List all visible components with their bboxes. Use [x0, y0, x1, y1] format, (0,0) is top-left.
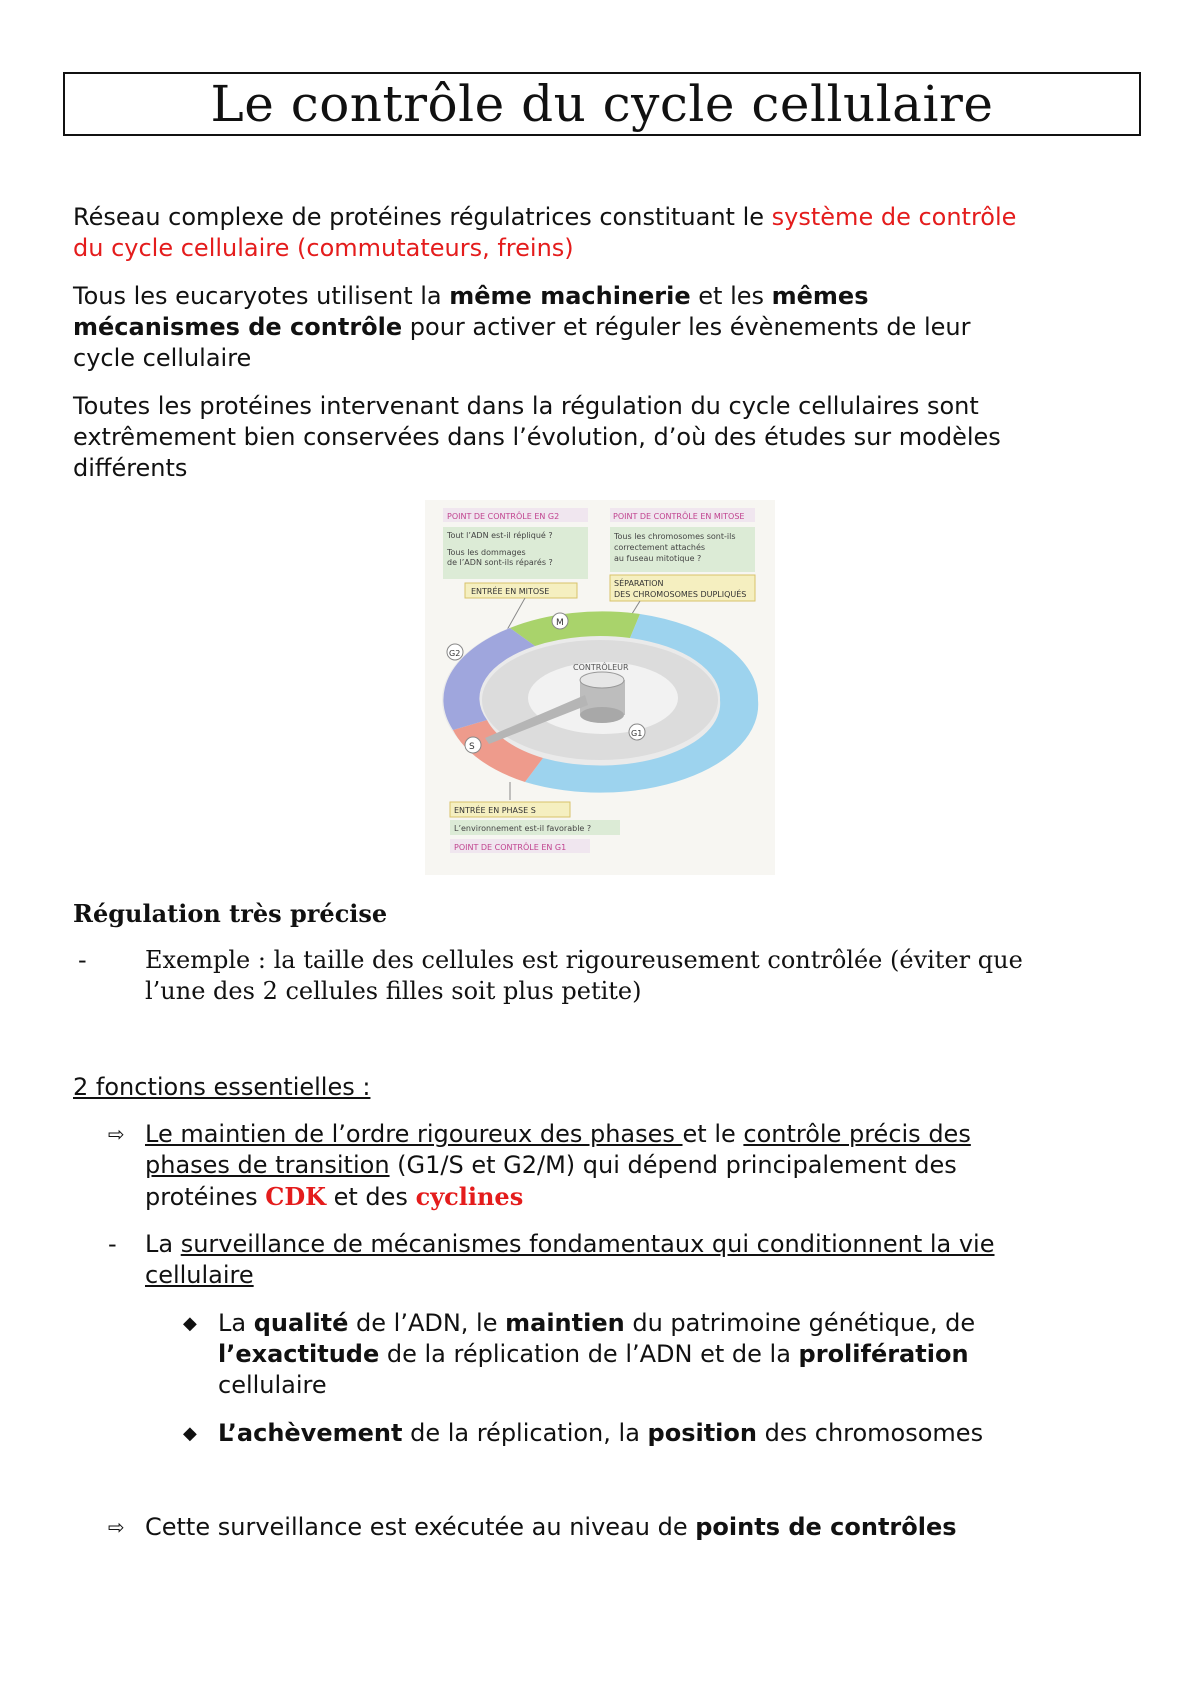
diamond-bullet-icon: ◆ — [183, 1313, 197, 1334]
function-2 — [145, 1229, 1135, 1291]
body-text: protéines — [145, 1183, 266, 1211]
underlined-text: cellulaire — [145, 1261, 254, 1289]
mitosis-entry-label: ENTRÉE EN MITOSE — [471, 587, 550, 596]
sub-bullet-2 — [218, 1418, 1138, 1449]
controller-knob-base — [580, 707, 624, 723]
underlined-text: Le maintien de l’ordre rigoureux des phases — [145, 1120, 683, 1148]
intro-text: et les — [690, 282, 772, 310]
intro-text: pour activer et réguler les évènements de leur — [402, 313, 971, 341]
function-1 — [145, 1119, 1135, 1213]
dash-bullet: - — [78, 946, 87, 974]
intro-text: Réseau complexe de protéines régulatrices constituant le — [73, 203, 772, 231]
body-text: (G1/S et G2/M) qui dépend principalement des — [389, 1151, 957, 1179]
sub-bullet-1 — [218, 1308, 1138, 1401]
bold-text: maintien — [505, 1309, 625, 1337]
phase-s-label: S — [469, 742, 475, 752]
body-text: du patrimoine génétique, de — [624, 1309, 976, 1337]
body-text: de la réplication, la — [402, 1419, 648, 1447]
m-question-1: Tous les chromosomes sont-ils — [614, 532, 736, 541]
g2-checkpoint-title: POINT DE CONTRÔLE EN G2 — [447, 512, 560, 521]
body-text: des chromosomes — [756, 1419, 984, 1447]
body-text: La — [145, 1230, 181, 1258]
bold-text: l’exactitude — [218, 1340, 380, 1368]
controller-knob-top — [580, 672, 624, 688]
intro-text: Toutes les protéines intervenant dans la régulation du cycle cellulaires sont — [73, 392, 979, 420]
cell-cycle-figure — [425, 500, 775, 875]
intro-text: cycle cellulaire — [73, 344, 252, 372]
highlight-text: système de contrôle — [771, 203, 1017, 231]
g1-checkpoint-title: POINT DE CONTRÔLE EN G1 — [454, 843, 567, 852]
bold-text: prolifération — [798, 1340, 969, 1368]
regulation-example — [145, 945, 1135, 1007]
underlined-text: contrôle précis des — [743, 1120, 971, 1148]
functions-heading: 2 fonctions essentielles : — [73, 1073, 371, 1101]
intro-paragraph-2 — [73, 281, 1133, 374]
cdk-highlight: CDK — [265, 1182, 326, 1211]
bold-text: mêmes — [771, 282, 869, 310]
diamond-bullet-icon: ◆ — [183, 1423, 197, 1444]
phase-g2-label: G2 — [449, 649, 461, 658]
phase-m-label: M — [556, 618, 564, 628]
dash-bullet: - — [108, 1230, 117, 1258]
arrow-icon: ⇨ — [108, 1515, 125, 1539]
conclusion — [145, 1512, 1135, 1543]
m-checkpoint-title: POINT DE CONTRÔLE EN MITOSE — [613, 512, 745, 521]
body-text: Cette surveillance est exécutée au niveau de — [145, 1513, 696, 1541]
highlight-text: du cycle cellulaire (commutateurs, freins) — [73, 234, 574, 262]
bold-text: mécanismes de contrôle — [73, 313, 403, 341]
g2-question-1: Tout l’ADN est-il répliqué ? — [447, 531, 553, 540]
separation-label-1: SÉPARATION — [614, 579, 664, 588]
controller-label: CONTRÔLEUR — [573, 663, 629, 672]
bold-text: points de contrôles — [695, 1513, 957, 1541]
regulation-heading: Régulation très précise — [73, 899, 388, 928]
underlined-text: surveillance de mécanismes fondamentaux qui conditionnent la vie — [180, 1230, 995, 1258]
g2-question-2b: de l’ADN sont-ils réparés ? — [447, 558, 553, 567]
m-question-2: correctement attachés — [614, 543, 706, 552]
page-title: Le contrôle du cycle cellulaire — [210, 75, 994, 133]
phase-g1-label: G1 — [631, 729, 643, 738]
title-box — [63, 72, 1141, 136]
arrow-icon: ⇨ — [108, 1122, 125, 1146]
body-text: et des — [326, 1183, 416, 1211]
example-line-1: Exemple : la taille des cellules est rigoureusement contrôlée (éviter que — [145, 946, 1023, 974]
bold-text: L’achèvement — [218, 1419, 403, 1447]
example-line-2: l’une des 2 cellules filles soit plus petite) — [145, 977, 642, 1005]
intro-paragraph-3 — [73, 391, 1133, 484]
bold-text: même machinerie — [449, 282, 691, 310]
m-question-3: au fuseau mitotique ? — [614, 554, 702, 563]
body-text: La — [218, 1309, 254, 1337]
bold-text: qualité — [253, 1309, 349, 1337]
body-text: cellulaire — [218, 1371, 327, 1399]
body-text: de l’ADN, le — [348, 1309, 506, 1337]
cyclines-highlight: cyclines — [415, 1182, 524, 1211]
intro-text: Tous les eucaryotes utilisent la — [73, 282, 450, 310]
g1-question: L’environnement est-il favorable ? — [454, 824, 592, 833]
intro-paragraph-1 — [73, 202, 1133, 264]
underlined-text: phases de transition — [145, 1151, 390, 1179]
bold-text: position — [647, 1419, 757, 1447]
body-text: de la réplication de l’ADN et de la — [379, 1340, 799, 1368]
body-text: et le — [682, 1120, 744, 1148]
s-entry-label: ENTRÉE EN PHASE S — [454, 806, 536, 815]
g2-question-2a: Tous les dommages — [447, 548, 526, 557]
intro-text: extrêmement bien conservées dans l’évolution, d’où des études sur modèles — [73, 423, 1001, 451]
separation-label-2: DES CHROMOSOMES DUPLIQUÉS — [614, 590, 747, 599]
intro-text: différents — [73, 454, 188, 482]
